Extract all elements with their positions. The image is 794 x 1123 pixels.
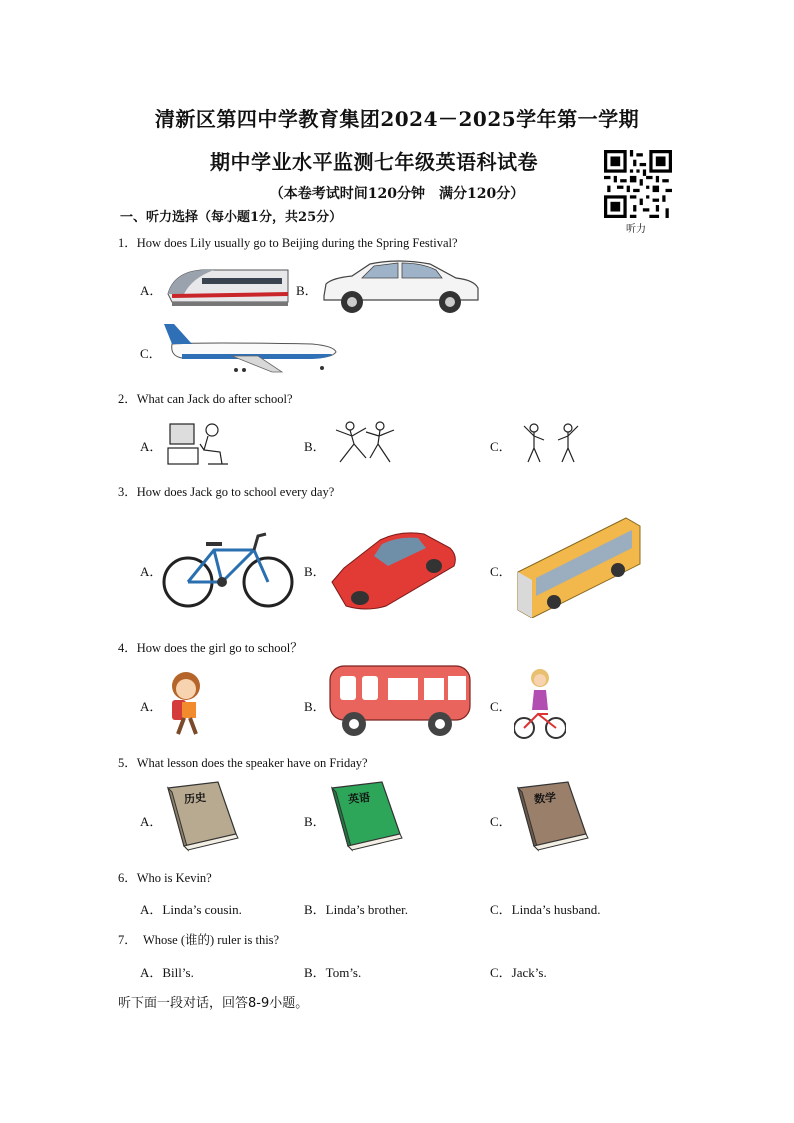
q4-option-c-label[interactable]: C．	[490, 699, 512, 714]
book-label-b: 英语	[347, 790, 371, 807]
q5-option-a-label[interactable]: A．	[140, 814, 163, 829]
book-icon-history[interactable]	[162, 780, 240, 852]
q7-option-a[interactable]: A．Bill’s.	[140, 965, 194, 980]
q5-option-b-label[interactable]: B．	[304, 814, 326, 829]
q1-option-c-label[interactable]: C．	[140, 346, 162, 361]
exercise-icon[interactable]	[518, 420, 588, 466]
exam-title-line1: 清新区第四中学教育集团2024－2025学年第一学期	[154, 107, 640, 131]
train-icon[interactable]	[162, 262, 294, 312]
question-4: 4．How does the girl go to school？	[118, 641, 303, 655]
qr-caption: 听力	[626, 224, 646, 235]
q3-option-a-label[interactable]: A．	[140, 564, 163, 579]
book-icon-english[interactable]	[326, 780, 404, 852]
q2-option-a-label[interactable]: A．	[140, 439, 163, 454]
dancers-icon[interactable]	[330, 418, 402, 468]
red-bus-icon[interactable]	[328, 662, 474, 740]
q3-option-c-label[interactable]: C．	[490, 564, 512, 579]
question-3: 3．How does Jack go to school every day?	[118, 485, 335, 499]
airplane-icon[interactable]	[162, 322, 340, 378]
computer-user-icon[interactable]	[164, 418, 234, 468]
exam-subtitle: （本卷考试时间120分钟 满分120分）	[269, 186, 525, 202]
q3-option-b-label[interactable]: B．	[304, 564, 326, 579]
bicycle-icon[interactable]	[162, 526, 294, 610]
q2-option-b-label[interactable]: B．	[304, 439, 326, 454]
question-6: 6．Who is Kevin?	[118, 871, 212, 885]
q1-option-a-label[interactable]: A．	[140, 283, 163, 298]
q2-option-c-label[interactable]: C．	[490, 439, 512, 454]
question-1: 1．How does Lily usually go to Beijing during the Spring Festival?	[118, 236, 458, 250]
bus-icon[interactable]	[514, 514, 642, 618]
q6-option-a[interactable]: A．Linda’s cousin.	[140, 902, 242, 917]
exam-title-line2: 期中学业水平监测七年级英语科试卷	[210, 150, 538, 174]
question-2: 2．What can Jack do after school?	[118, 392, 293, 406]
book-icon-math[interactable]	[512, 780, 590, 852]
book-label-a: 历史	[183, 790, 207, 807]
walking-child-icon[interactable]	[164, 668, 208, 738]
q6-option-b[interactable]: B．Linda’s brother.	[304, 902, 408, 917]
red-car-icon[interactable]	[326, 520, 460, 614]
q1-option-b-label[interactable]: B．	[296, 283, 318, 298]
q4-option-a-label[interactable]: A．	[140, 699, 163, 714]
car-icon[interactable]	[318, 256, 482, 316]
q7-option-b[interactable]: B．Tom’s.	[304, 965, 362, 980]
q4-option-b-label[interactable]: B．	[304, 699, 326, 714]
q7-option-c[interactable]: C．Jack’s.	[490, 965, 547, 980]
section-heading: 一、听力选择（每小题1分，共25分）	[120, 210, 343, 225]
question-7: 7． Whose (谁的) ruler is this?	[118, 933, 280, 947]
listening-instruction: 听下面一段对话，回答8-9小题。	[118, 996, 309, 1011]
book-label-c: 数学	[533, 790, 557, 807]
question-5: 5．What lesson does the speaker have on Friday?	[118, 756, 368, 770]
girl-bike-icon[interactable]	[514, 664, 566, 742]
qr-code-icon[interactable]	[604, 150, 672, 218]
q6-option-c[interactable]: C．Linda’s husband.	[490, 902, 601, 917]
q5-option-c-label[interactable]: C．	[490, 814, 512, 829]
